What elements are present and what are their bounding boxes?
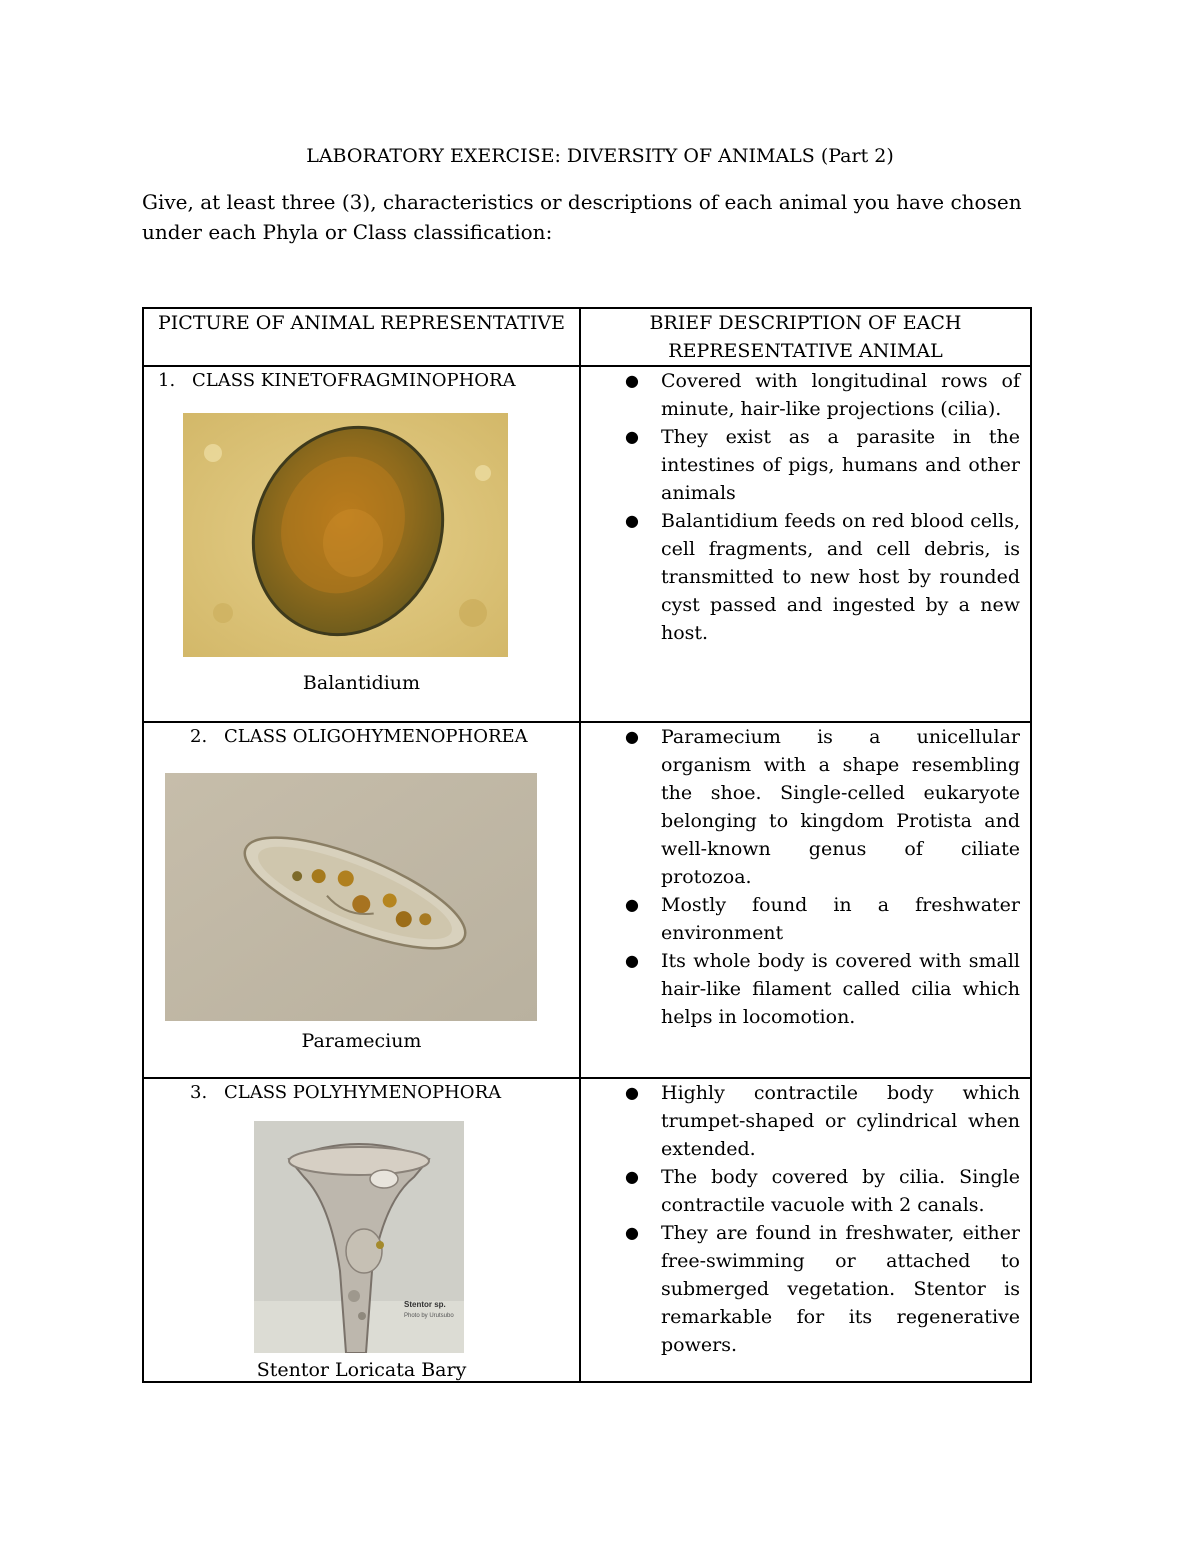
list-item: ● Covered with longitudinal rows of minute, hair-like projections (cilia). (581, 367, 1030, 423)
bullet-icon: ● (625, 1167, 639, 1186)
table-row (143, 1078, 1031, 1382)
class-heading (144, 1079, 579, 1107)
list-item: ● Paramecium is a unicellular organism with a shape resembling the shoe. Single-celled eukaryote belonging to kingdom Protista and well-known genus of ciliate protozoa. (581, 723, 1030, 891)
bullet-icon: ● (625, 427, 639, 446)
bullet-icon: ● (625, 1083, 639, 1102)
paramecium-micrograph-icon (165, 773, 537, 1021)
list-item: ● They exist as a parasite in the intestines of pigs, humans and other animals (581, 423, 1030, 507)
bullet-icon: ● (625, 727, 639, 746)
class-name: CLASS POLYHYMENOPHORA (224, 1082, 502, 1103)
bullet-icon: ● (625, 1223, 639, 1242)
table-row (143, 366, 1031, 722)
page-title: LABORATORY EXERCISE: DIVERSITY OF ANIMALS (Part 2) (306, 145, 894, 167)
description-list (581, 723, 1030, 1031)
bullet-icon: ● (625, 895, 639, 914)
header-description: BRIEF DESCRIPTION OF EACH REPRESENTATIVE ANIMAL (580, 308, 1031, 366)
animal-caption: Balantidium (302, 672, 421, 694)
description-list (581, 367, 1030, 647)
table-row (143, 722, 1031, 1078)
description-cell (580, 366, 1031, 722)
picture-cell (143, 366, 580, 722)
list-item: ● Its whole body is covered with small hair-like filament called cilia which helps in locomotion. (581, 947, 1030, 1031)
class-number: 3. (190, 1082, 208, 1103)
list-item: ● Highly contractile body which trumpet-shaped or cylindrical when extended. (581, 1079, 1030, 1163)
bullet-icon: ● (625, 371, 639, 390)
list-item: ● The body covered by cilia. Single contractile vacuole with 2 canals. (581, 1163, 1030, 1219)
description-list (581, 1079, 1030, 1359)
instructions: Give, at least three (3), characteristics or descriptions of each animal you have chosen under each Phyla or Class classification: (142, 190, 1022, 244)
balantidium-micrograph-icon (183, 413, 508, 657)
picture-cell (143, 722, 580, 1078)
class-name: CLASS OLIGOHYMENOPHOREA (224, 726, 528, 747)
list-item: ● Balantidium feeds on red blood cells, cell fragments, and cell debris, is transmitted to new host by rounded cyst passed and ingested by a new host. (581, 507, 1030, 647)
header-picture: PICTURE OF ANIMAL REPRESENTATIVE (143, 308, 580, 366)
description-cell (580, 1078, 1031, 1382)
svg-text:Stentor sp.: Stentor sp. (404, 1300, 446, 1309)
description-cell (580, 722, 1031, 1078)
animal-caption: Paramecium (301, 1030, 422, 1052)
bullet-icon: ● (625, 511, 639, 530)
class-name: CLASS KINETOFRAGMINOPHORA (192, 370, 516, 391)
list-item: ● They are found in freshwater, either free-swimming or attached to submerged vegetation. Stentor is remarkable for its regenerative powers. (581, 1219, 1030, 1359)
list-item: ● Mostly found in a freshwater environment (581, 891, 1030, 947)
classification-table (142, 307, 1032, 1383)
class-heading (144, 367, 579, 395)
class-number: 2. (190, 726, 208, 747)
stentor-micrograph-icon (254, 1121, 464, 1353)
svg-text:Photo by Urutsubo: Photo by Urutsubo (404, 1313, 454, 1319)
picture-cell (143, 1078, 580, 1382)
animal-caption: Stentor Loricata Bary (256, 1359, 467, 1381)
class-heading (144, 723, 579, 751)
table-header-row (143, 308, 1031, 366)
bullet-icon: ● (625, 951, 639, 970)
class-number: 1. (158, 370, 176, 391)
